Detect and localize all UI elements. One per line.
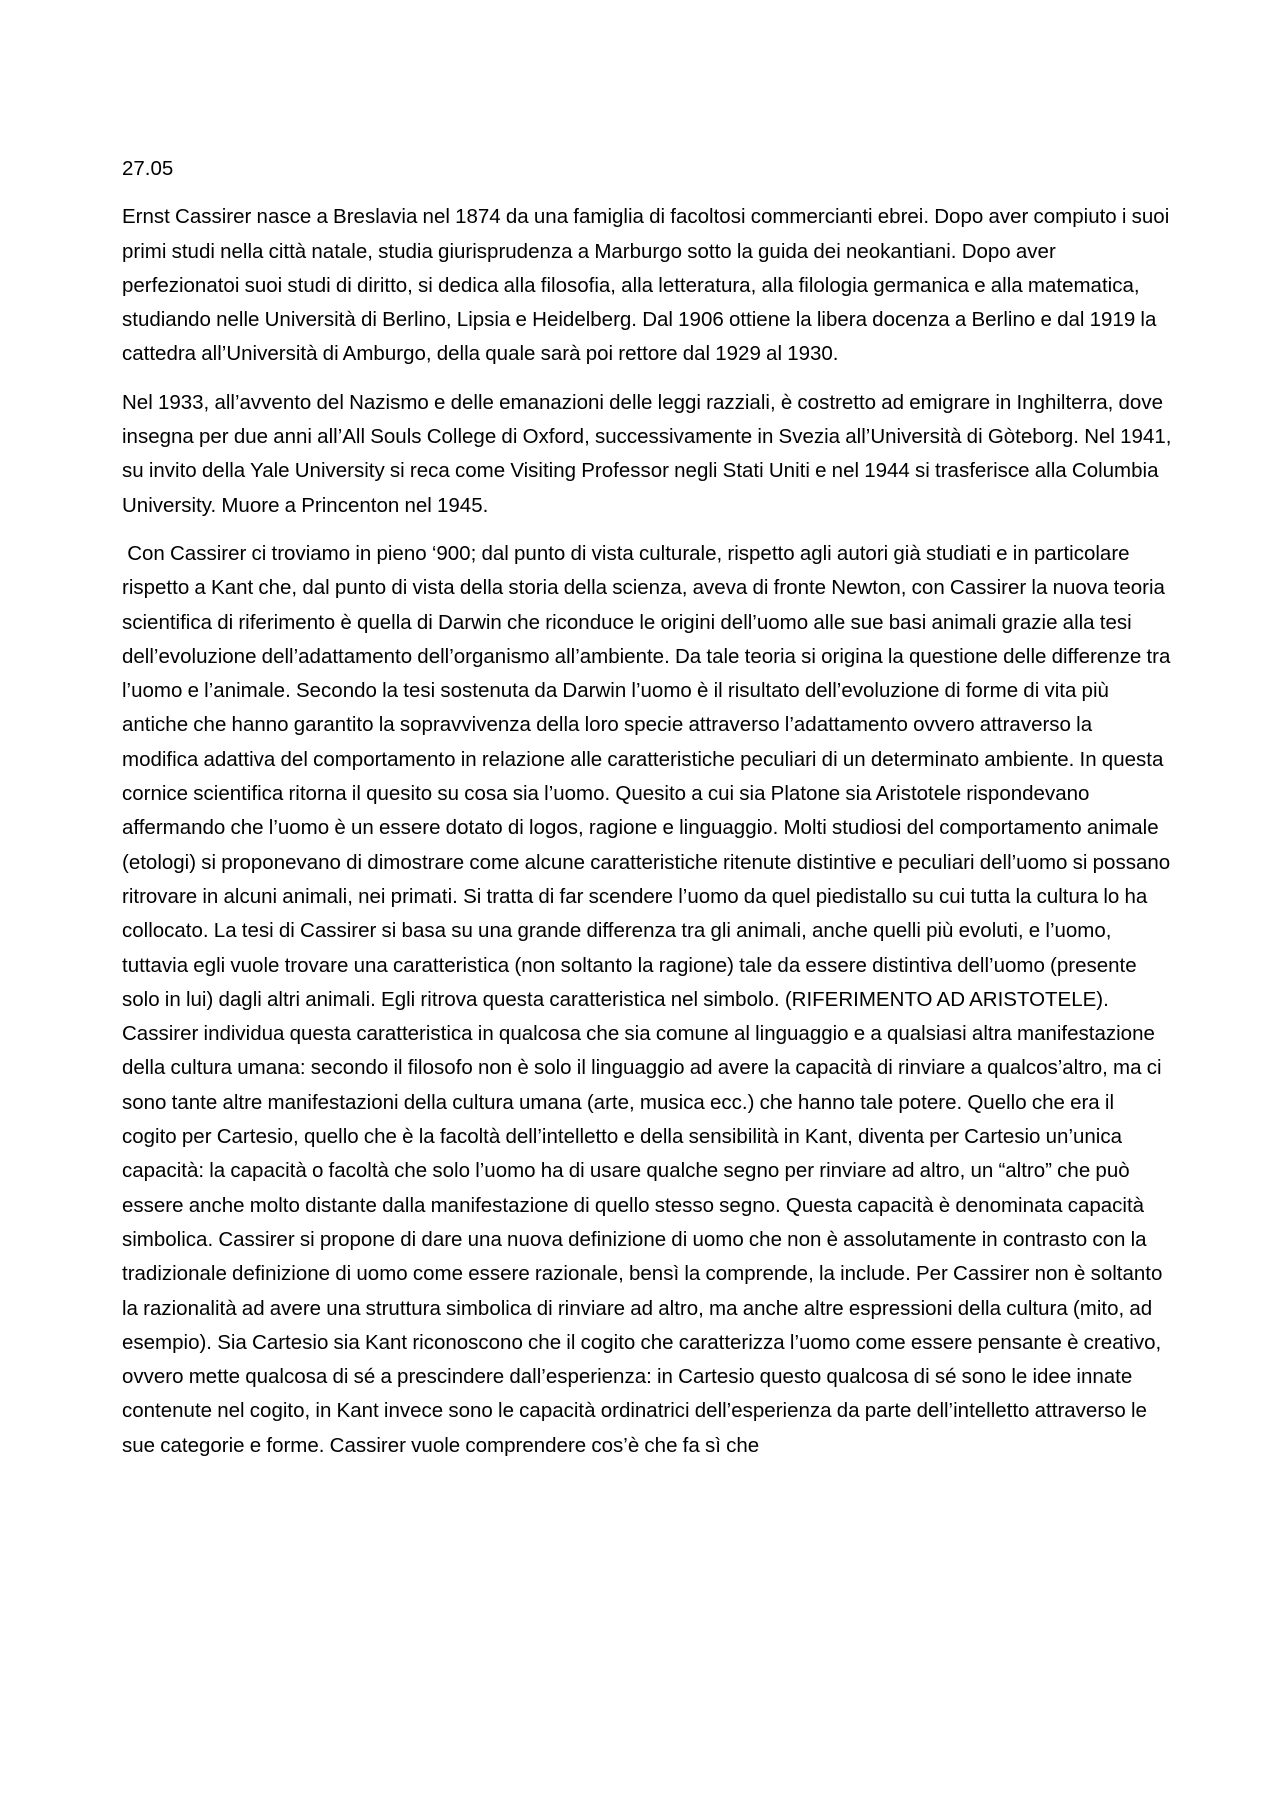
document-body — [122, 152, 1176, 1463]
paragraph-biography: Ernst Cassirer nasce a Breslavia nel 1874 da una famiglia di facoltosi commercianti ebrei. Dopo aver compiuto i suoi primi studi nella città natale, studia giurisprudenza a Marburgo sotto la guida dei neokantiani. Dopo aver perfezionatoi suoi studi di diritto, si dedica alla filosofia, alla letteratura, alla filologia germanica e alla matematica, studiando nelle Università di Berlino, Lipsia e Heidelberg. Dal 1906 ottiene la libera docenza a Berlino e dal 1919 la cattedra all’Università di Amburgo, della quale sarà poi rettore dal 1929 al 1930. — [122, 205, 1170, 366]
document-date: 27.05 — [122, 157, 174, 180]
paragraph-symbolic-theory: Con Cassirer ci troviamo in pieno ‘900; dal punto di vista culturale, rispetto agli autori già studiati e in particolare rispetto a Kant che, dal punto di vista della storia della scienza, aveva di fronte Newton, con Cassirer la nuova teoria scientifica di riferimento è quella di Darwin che riconduce le origini dell’uomo alle sue basi animali grazie alla tesi dell’evoluzione dell’adattamento dell’organismo all’ambiente. Da tale teoria si origina la questione delle differenze tra l’uomo e l’animale. Secondo la tesi sostenuta da Darwin l’uomo è il risultato dell’evoluzione di forme di vita più antiche che hanno garantito la sopravvivenza della loro specie attraverso l’adattamento ovvero attraverso la modifica adattiva del comportamento in relazione alle caratteristiche peculiari di un determinato ambiente. In questa cornice scientifica ritorna il quesito su cosa sia l’uomo. Quesito a cui sia Platone sia Aristotele rispondevano affermando che l’uomo è un essere dotato di logos, ragione e linguaggio. Molti studiosi del comportamento animale (etologi) si proponevano di dimostrare come alcune caratteristiche ritenute distintive e peculiari dell’uomo si possano ritrovare in alcuni animali, nei primati. Si tratta di far scendere l’uomo da quel piedistallo su cui tutta la cultura lo ha collocato. La tesi di Cassirer si basa su una grande differenza tra gli animali, anche quelli più evoluti, e l’uomo, tuttavia egli vuole trovare una caratteristica (non soltanto la ragione) tale da essere distintiva dell’uomo (presente solo in lui) dagli altri animali. Egli ritrova questa caratteristica nel simbolo. (RIFERIMENTO AD ARISTOTELE). Cassirer individua questa caratteristica in qualcosa che sia comune al linguaggio e a qualsiasi altra manifestazione della cultura umana: secondo il filosofo non è solo il linguaggio ad avere la capacità di rinviare a qualcos’altro, ma ci sono tante altre manifestazioni della cultura umana (arte, musica ecc.) che hanno tale potere. Quello che era il cogito per Cartesio, quello che è la facoltà dell’intelletto e della sensibilità in Kant, diventa per Cartesio un’unica capacità: la capacità o facoltà che solo l’uomo ha di usare qualche segno per rinviare ad altro, un “altro” che può essere anche molto distante dalla manifestazione di quello stesso segno. Questa capacità è denominata capacità simbolica. Cassirer si propone di dare una nuova definizione di uomo che non è assolutamente in contrasto con la tradizionale definizione di uomo come essere razionale, bensì la comprende, la include. Per Cassirer non è soltanto la razionalità ad avere una struttura simbolica di rinviare ad altro, ma anche altre espressioni della cultura (mito, ad esempio). Sia Cartesio sia Kant riconoscono che il cogito che caratterizza l’uomo come essere pensante è creativo, ovvero mette qualcosa di sé a prescindere dall’esperienza: in Cartesio questo qualcosa di sé sono le idee innate contenute nel cogito, in Kant invece sono le capacità ordinatrici dell’esperienza da parte dell’intelletto attraverso le sue categorie e forme. Cassirer vuole comprendere cos’è che fa sì che — [122, 541, 1176, 1457]
paragraph-emigration: Nel 1933, all’avvento del Nazismo e delle emanazioni delle leggi razziali, è costretto ad emigrare in Inghilterra, dove insegna per due anni all’All Souls College di Oxford, successivamente in Svezia all’Università di Gòteborg. Nel 1941, su invito della Yale University si reca come Visiting Professor negli Stati Uniti e nel 1944 si trasferisce alla Columbia University. Muore a Princenton nel 1945. — [122, 390, 1172, 517]
